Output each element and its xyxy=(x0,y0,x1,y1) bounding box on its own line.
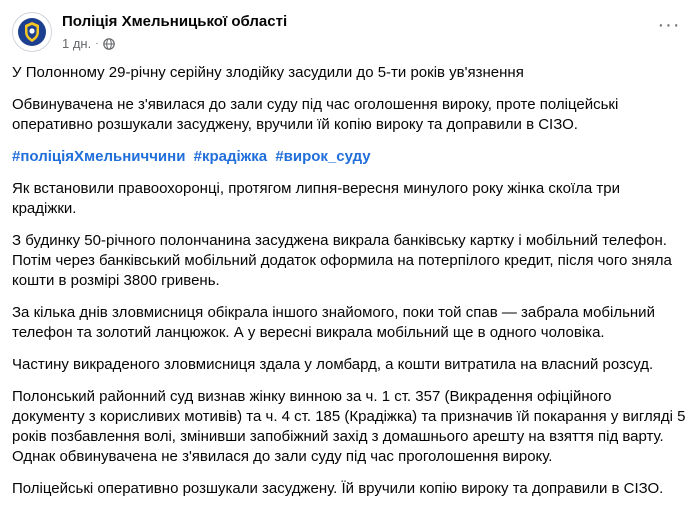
post-paragraph: За кілька днів зловмисниця обікрала іншого знайомого, поки той спав — забрала мобільний телефон та золотий ланцюжок. А у вересні викрала мобільний ще в одного чоловіка. xyxy=(12,304,655,341)
post-body xyxy=(12,63,687,511)
post-time-link[interactable]: 1 дн. xyxy=(62,36,92,51)
post-header xyxy=(12,12,687,56)
post-paragraph: Частину викраденого зловмисниця здала у ломбард, а кошти витратила на власний розсуд. xyxy=(12,356,654,373)
more-dots-icon: ··· xyxy=(657,14,681,36)
globe-icon xyxy=(103,38,115,50)
page-name-link[interactable]: Поліція Хмельницької області xyxy=(62,13,288,30)
hashtag-link[interactable]: #поліціяХмельниччини xyxy=(12,148,186,165)
post-paragraph: Як встановили правоохоронці, протягом липня-вересня минулого року жінка скоїла три крадіжки. xyxy=(12,180,620,217)
police-shield-icon xyxy=(17,17,47,47)
hashtags xyxy=(12,147,687,167)
more-options-button[interactable] xyxy=(655,14,683,40)
post-paragraph: З будинку 50-річного полончанина засуджена викрала банківську картку і мобільний телефон. Потім через банківський мобільний додаток оформила на потерпілого кредит, після чого зняла кошти в розмірі 3800 гривень. xyxy=(12,232,672,289)
page-avatar[interactable] xyxy=(12,12,52,52)
post-title: У Полонному 29-річну серійну злодійку засудили до 5-ти років ув'язнення xyxy=(12,64,524,81)
post-intro: Обвинувачена не з'явилася до зали суду під час оголошення вироку, проте поліцейські оперативно розшукали засуджену, вручили їй копію вироку та доправили в СІЗО. xyxy=(12,96,619,133)
post-meta xyxy=(62,36,115,51)
meta-separator: · xyxy=(95,38,99,49)
hashtag-link[interactable]: #крадіжка xyxy=(193,148,268,165)
hashtag-link[interactable]: #вирок_суду xyxy=(275,148,371,165)
post-paragraph: Поліцейські оперативно розшукали засуджену. Їй вручили копію вироку та доправили в СІЗО. xyxy=(12,480,664,497)
post-paragraph: Полонський районний суд визнав жінку винною за ч. 1 ст. 357 (Викрадення офіційного документу з корисливих мотивів) та ч. 4 ст. 185 (Крадіжка) та призначив їй покарання у вигляді 5 років позбавлення волі, змінивши запобіжний захід з домашнього арешту на взяття під варту. Однак обвинувачена не з'явилася до зали суду під час проголошення вироку. xyxy=(12,388,686,465)
